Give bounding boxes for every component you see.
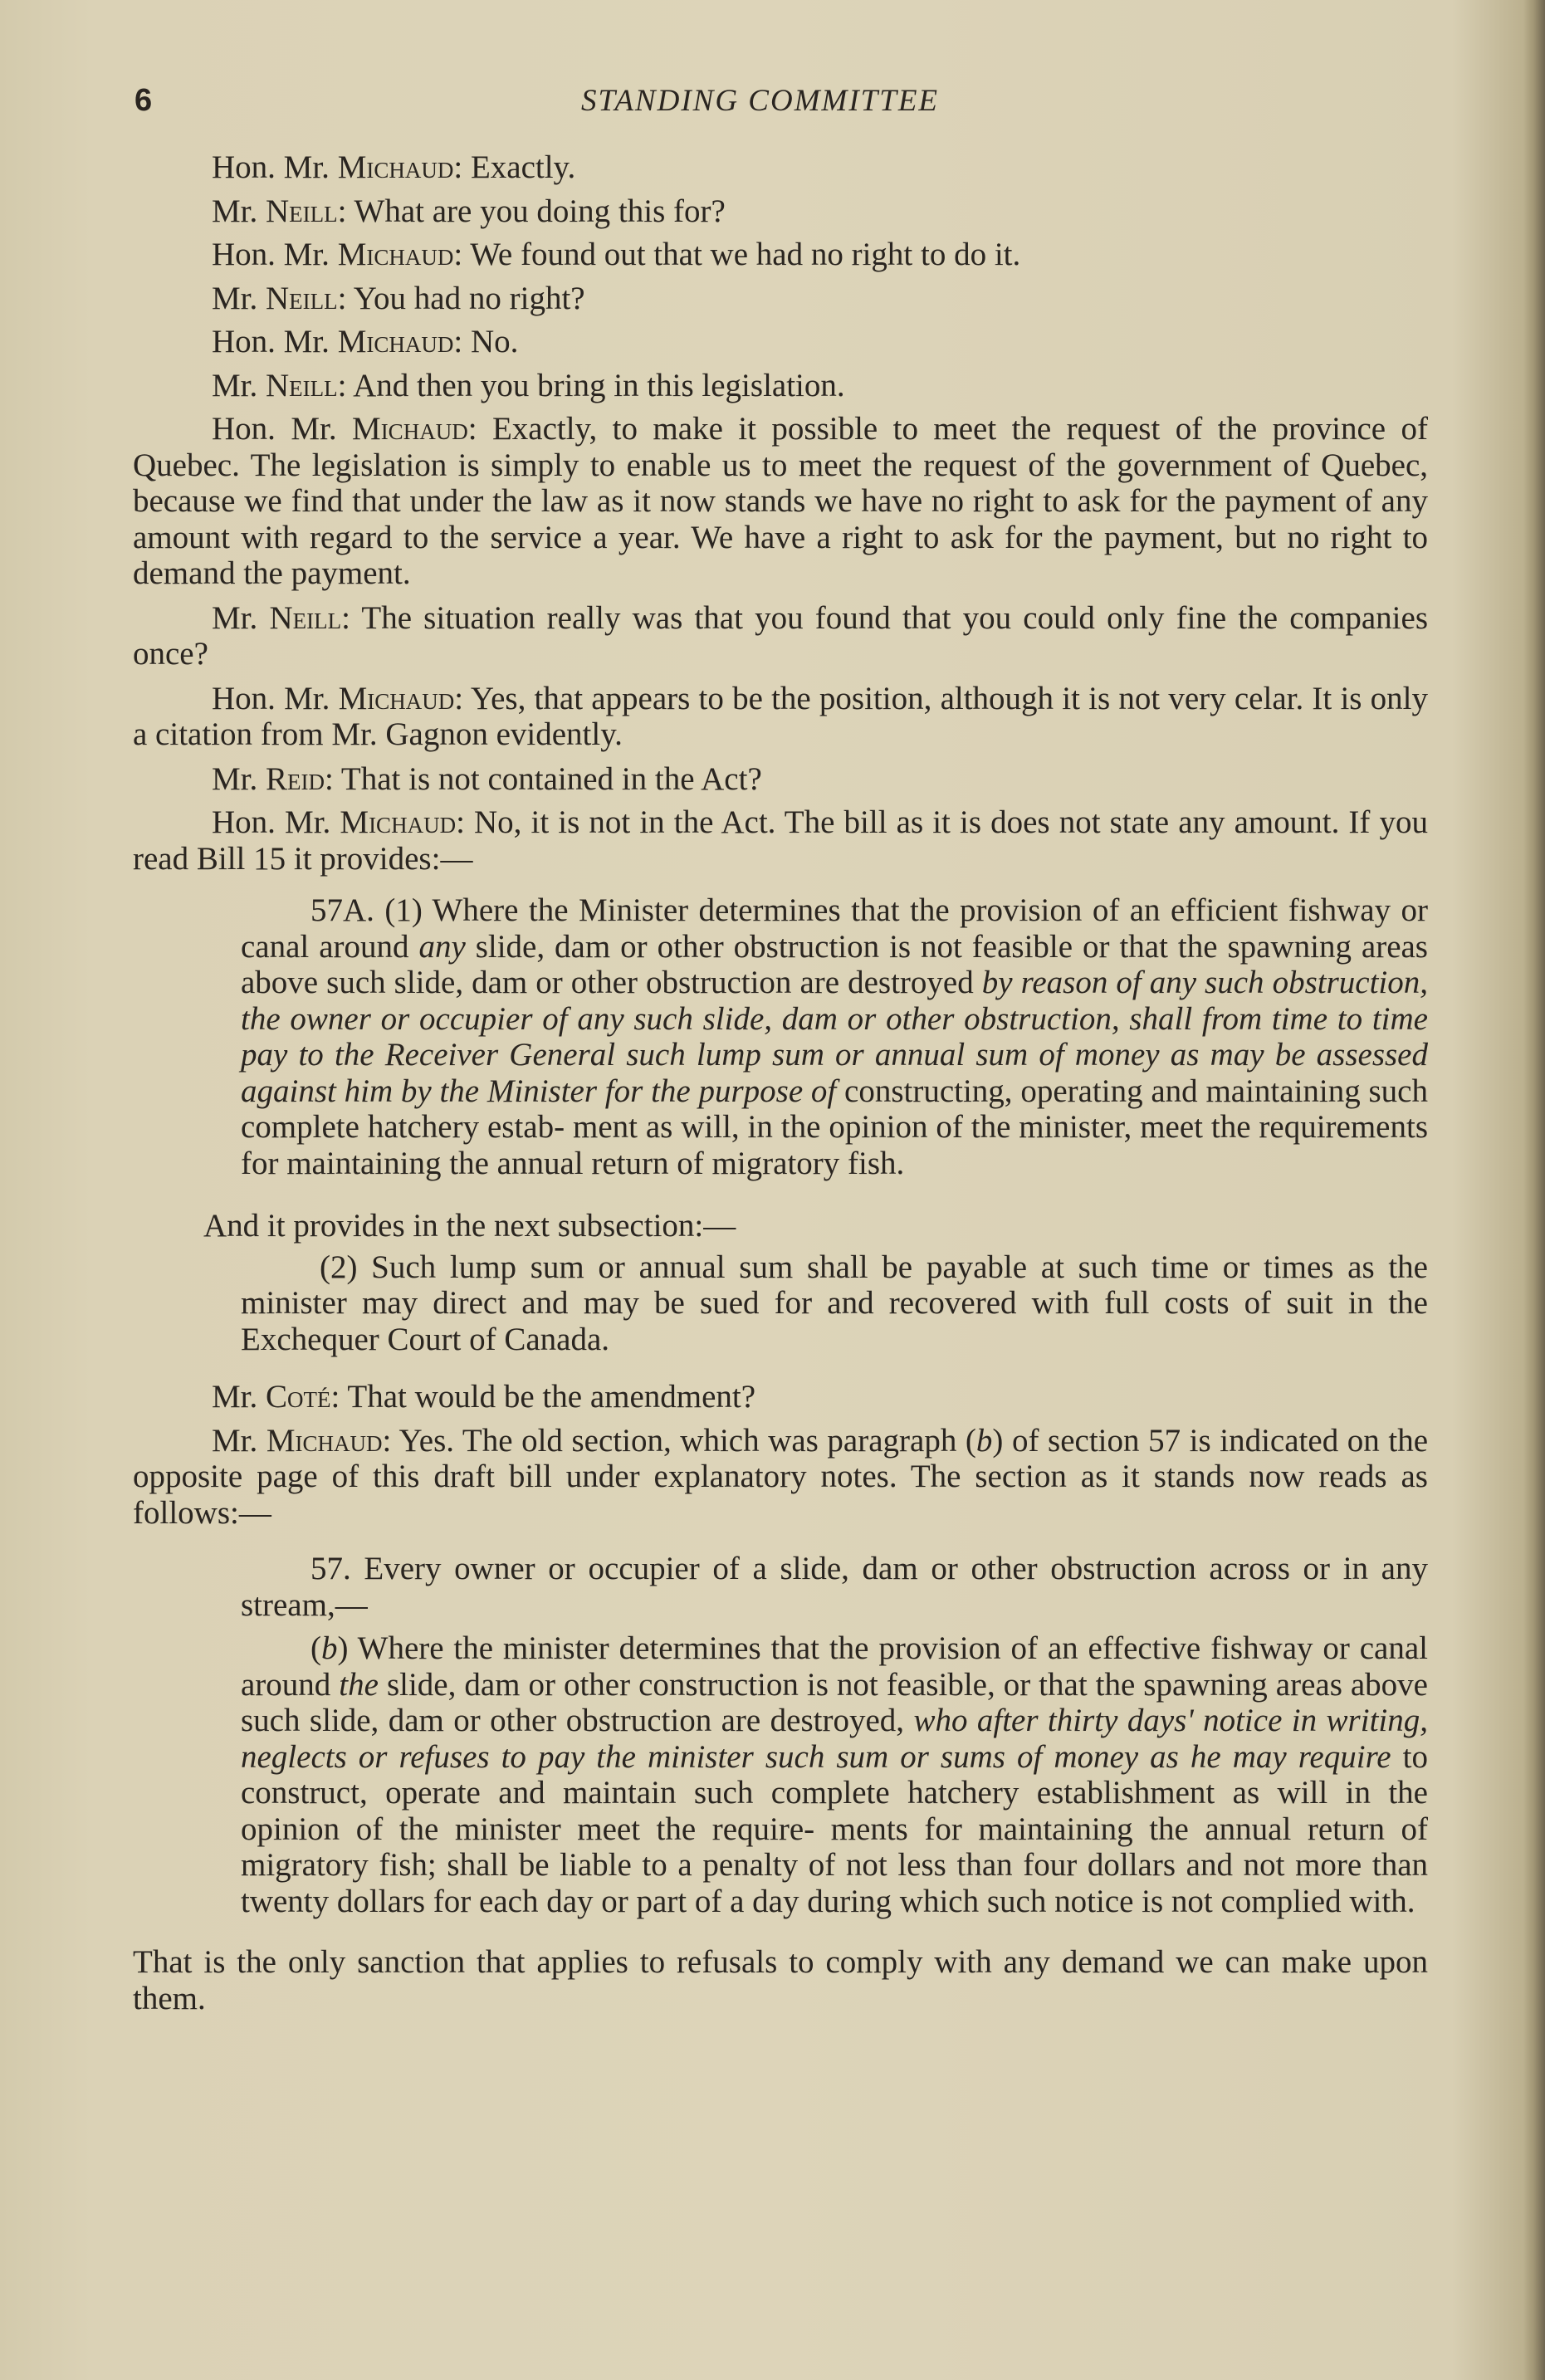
speaker-title: Mr. <box>212 1422 258 1459</box>
speaker-title: Mr. <box>212 193 258 229</box>
speaker-name: Neill <box>266 193 338 229</box>
speech-text: : We found out that we had no right to do it. <box>453 237 1021 272</box>
speaker-title: Mr. <box>212 367 258 403</box>
speech-text: : Exactly. <box>453 149 576 185</box>
body-text <box>133 149 1428 2016</box>
quote-italic-text: b <box>321 1630 338 1666</box>
speech-italic-text: b <box>975 1422 993 1459</box>
speech-text: : You had no right? <box>337 280 585 316</box>
speech-text: : That is not contained in the Act? <box>325 760 762 797</box>
speech-paragraph <box>133 600 1428 672</box>
quote-paragraph: 57. Every owner or occupier of a slide, dam or other obstruction across or in any stream,— <box>241 1551 1428 1623</box>
speaker-name: Neill <box>266 367 338 403</box>
quote-text: ) Where the minister determines that the provision of an effective fishway or canal around <box>241 1630 1428 1703</box>
speech-text: : No. <box>453 324 519 359</box>
speech-paragraph <box>133 681 1428 753</box>
intro-line: And it provides in the next subsection:— <box>203 1208 736 1244</box>
speaker-title: Mr. <box>212 1379 258 1415</box>
speech-paragraph <box>133 1423 1428 1532</box>
quote-text: slide, dam or other obstruction is not feasible or that the spawning areas above such slide, dam or other obstruction are destroyed <box>241 928 1428 1000</box>
speech-text: ) of section 57 is indicated on the opposite page of this draft bill under explanatory notes. The section as it stands now reads as follows:— <box>133 1422 1429 1531</box>
speaker-name: Neill <box>269 599 342 636</box>
quote-italic-text: the <box>339 1666 379 1703</box>
speech-paragraph <box>133 324 1428 360</box>
speaker-name: Coté <box>266 1379 331 1415</box>
speech-paragraph <box>133 411 1428 592</box>
speech-paragraph <box>133 149 1428 186</box>
speaker-name: Reid <box>266 760 325 797</box>
page-number: 6 <box>134 83 153 118</box>
speaker-name: Neill <box>266 280 338 316</box>
speaker-name: Michaud <box>266 1422 383 1459</box>
speaker-name: Michaud <box>338 680 455 716</box>
speech-text: : Yes, that appears to be the position, although it is not very celar. It is only a citation from Mr. Gagnon evidently. <box>133 680 1428 752</box>
speaker-title: Mr. <box>212 599 258 636</box>
quote-paragraph <box>241 1630 1428 1919</box>
speech-paragraph <box>133 193 1428 230</box>
speaker-name: Michaud <box>340 804 457 840</box>
quote-text: 57A. (1) Where the Minister determines that the provision of an efficient fishway or canal around <box>241 892 1428 965</box>
speaker-title: Hon. Mr. <box>212 804 331 840</box>
speaker-title: Hon. Mr. <box>212 237 330 272</box>
quoted-section-57 <box>241 1551 1428 1919</box>
speaker-title: Hon. Mr. <box>212 680 330 716</box>
speech-text: : And then you bring in this legislation. <box>337 367 845 403</box>
book-spine-shadow <box>1523 0 1545 2380</box>
quote-text: ( <box>310 1630 321 1666</box>
speech-text: : That would be the amendment? <box>330 1379 756 1415</box>
quote-italic-text: any <box>418 928 466 965</box>
closing-paragraph: That is the only sanction that applies to refusals to comply with any demand we can make upon them. <box>133 1944 1428 2016</box>
speech-text: : What are you doing this for? <box>337 193 726 229</box>
speaker-title: Hon. Mr. <box>212 149 330 185</box>
speech-paragraph <box>133 237 1428 273</box>
speech-text: : Yes. The old section, which was paragraph ( <box>382 1422 976 1459</box>
page-header <box>133 83 1428 125</box>
quote-text: constructing, operating and maintaining such complete hatchery estab- ment as will, in the opinion of the minister, meet the requirements for maintaining the annual return of migratory fish. <box>241 1073 1428 1181</box>
speaker-title: Hon. Mr. <box>212 411 337 447</box>
speech-paragraph <box>133 804 1428 877</box>
quote-paragraph: (2) Such lump sum or annual sum shall be payable at such time or times as the minister may direct and may be sued for and recovered with full costs of suit in the Exchequer Court of Canada. <box>241 1249 1428 1357</box>
quote-italic-text: by reason of any such obstruction, the owner or occupier of any such slide, dam or other obstruction, shall from time to time pay to the Receiver General such lump sum or annual sum of money as may be assessed against him by the Minister for the purpose of <box>241 965 1428 1109</box>
speech-paragraph <box>133 281 1428 317</box>
speech-text: : The situation really was that you found that you could only fine the companies once? <box>133 599 1428 672</box>
speaker-name: Michaud <box>337 149 454 185</box>
speaker-title: Mr. <box>212 280 258 316</box>
quoted-subsection-2 <box>241 1249 1428 1358</box>
speaker-title: Hon. Mr. <box>212 324 330 359</box>
speaker-name: Michaud <box>337 324 454 359</box>
quote-text: slide, dam or other construction is not feasible, or that the spawning areas above such slide, dam or other obstruction are destroyed, <box>241 1666 1428 1738</box>
quoted-section-57a <box>241 892 1428 1181</box>
quote-italic-text: who after thirty days' notice in writing, neglects or refuses to pay the minister such sum or sums of money as he may require <box>241 1703 1428 1775</box>
speaker-name: Michaud <box>337 237 454 272</box>
speech-text: : No, it is not in the Act. The bill as it is does not state any amount. If you read Bill 15 it provides:— <box>133 804 1428 877</box>
quote-text: to construct, operate and maintain such complete hatchery establishment as will in the opinion of the minister meet the require- ments for maintaining the annual return of migratory fish; shall be liable to a penalty of not less than four dollars and not more than twenty dollars for each day or part of a day during which such notice is not complied with. <box>241 1738 1428 1919</box>
quote-paragraph <box>241 892 1428 1181</box>
speaker-name: Michaud <box>352 411 468 447</box>
speaker-title: Mr. <box>212 760 258 797</box>
running-title: STANDING COMMITTEE <box>581 84 940 118</box>
speech-paragraph <box>133 368 1428 404</box>
speech-paragraph <box>133 1379 1428 1415</box>
speech-text: : Exactly, to make it possible to meet the request of the province of Quebec. The legislation is simply to enable us to meet the request of the government of Quebec, because we find that under the law as it now stands we have no right to ask for the payment of any amount with regard to the service a year. We have a right to ask for the payment, but no right to demand the payment. <box>133 411 1428 591</box>
speech-paragraph <box>133 761 1428 798</box>
